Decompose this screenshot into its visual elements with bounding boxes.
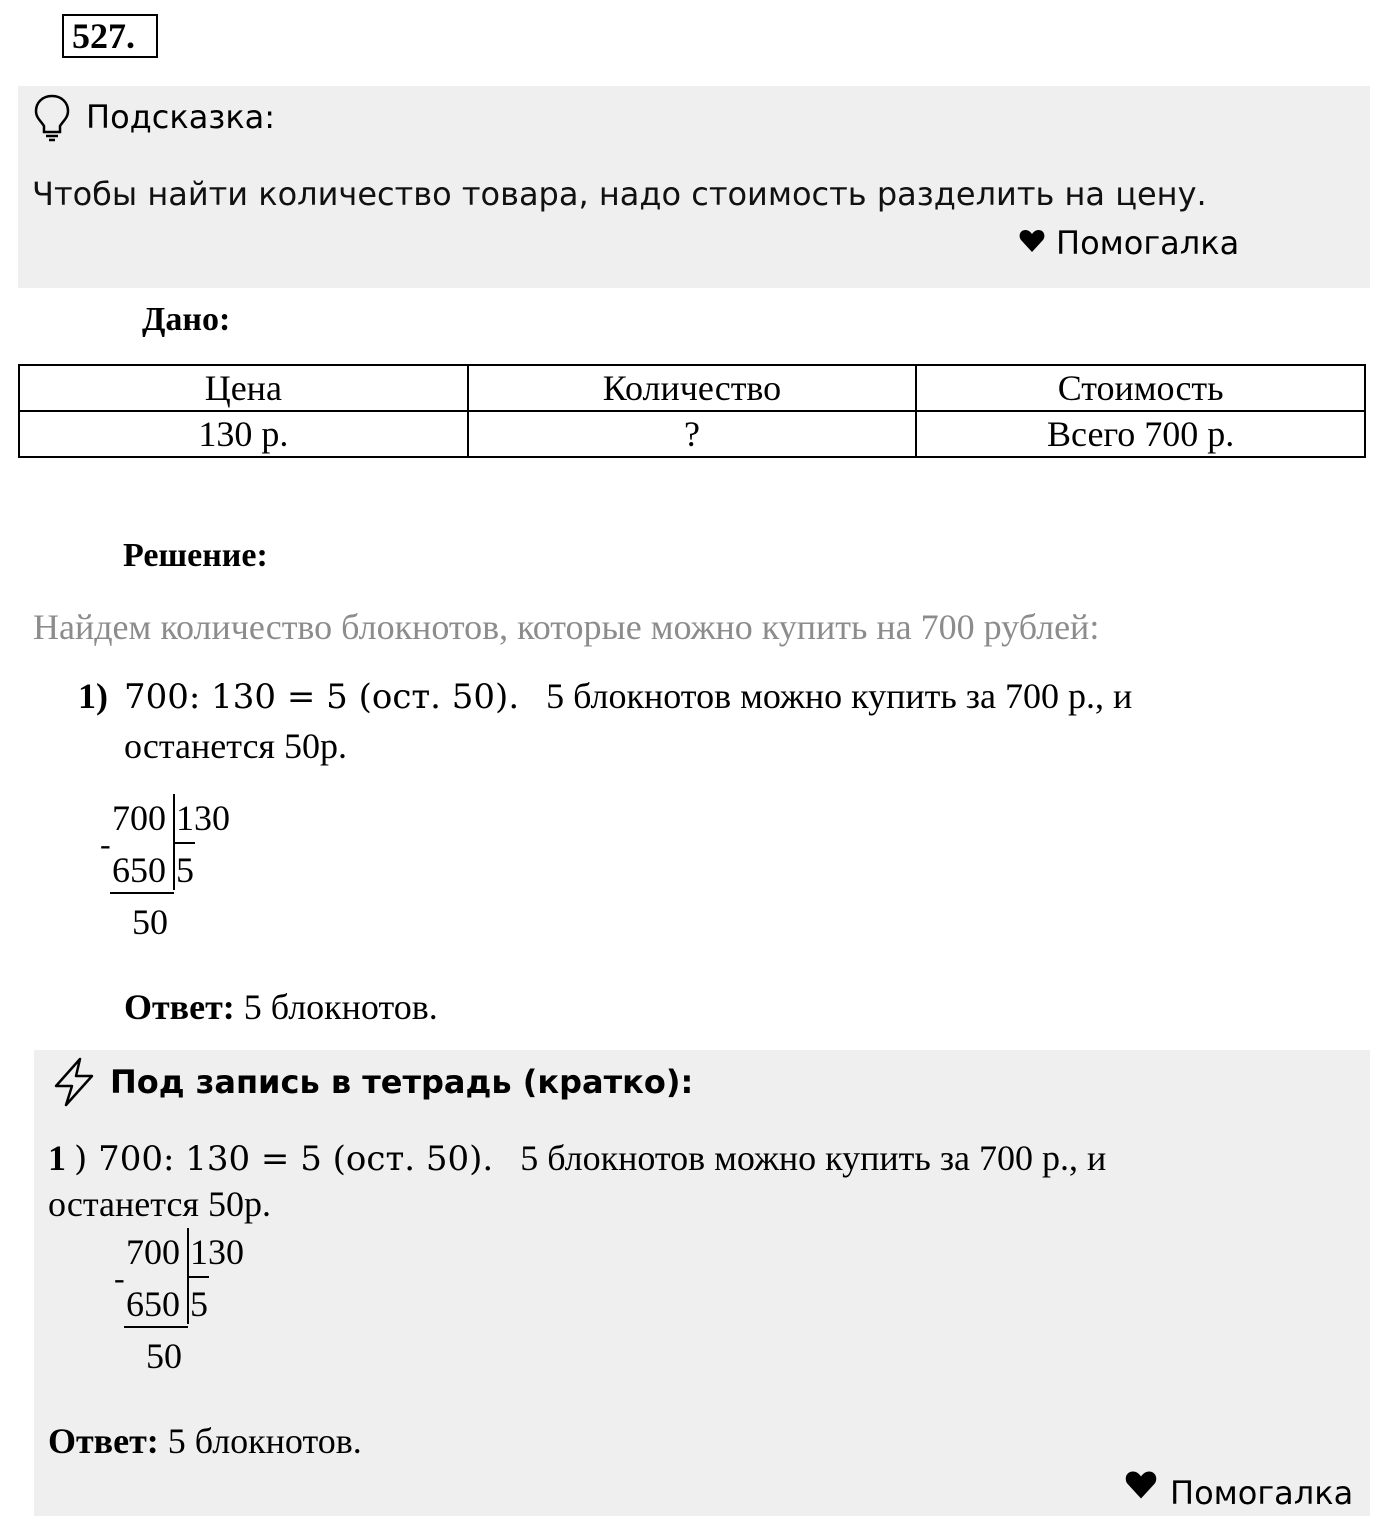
- division-subtract-line: [124, 1326, 188, 1328]
- header-price: Цена: [19, 365, 468, 411]
- lightning-icon: [50, 1056, 98, 1108]
- division-quotient-line: [173, 842, 195, 844]
- cell-quantity: ?: [468, 411, 917, 457]
- divisor: 130: [190, 1232, 244, 1272]
- explanation: 5 блокнотов можно купить за 700 р., и: [520, 1138, 1107, 1178]
- equation: ) 700: 130 = 5 (ост. 50).: [74, 1139, 494, 1179]
- solution-heading: Решение:: [123, 537, 268, 574]
- quotient: 5: [190, 1284, 208, 1324]
- product: 650: [126, 1284, 180, 1324]
- answer-text: 5 блокнотов.: [167, 1421, 362, 1461]
- dividend: 700: [112, 798, 166, 838]
- product: 650: [112, 850, 166, 890]
- division-subtract-line: [110, 892, 174, 894]
- dividend: 700: [126, 1232, 180, 1272]
- answer: [48, 1418, 362, 1464]
- answer-text: 5 блокнотов.: [243, 987, 438, 1027]
- step-number: 1): [78, 676, 108, 716]
- long-division: [110, 1230, 270, 1380]
- divisor: 130: [176, 798, 230, 838]
- answer-label: Ответ:: [48, 1421, 159, 1461]
- cell-price: 130 р.: [19, 411, 468, 457]
- remainder: 50: [132, 902, 168, 942]
- hint-text: Чтобы найти количество товара, надо стоимость разделить на цену.: [32, 175, 1207, 213]
- lightbulb-icon: [32, 92, 72, 142]
- brand-label: Помогалка: [1170, 1474, 1354, 1512]
- step-number: 1: [48, 1138, 66, 1178]
- minus-sign: -: [114, 1260, 125, 1296]
- step-line: [124, 672, 1132, 721]
- step-line: [74, 1134, 1106, 1183]
- header-quantity: Количество: [468, 365, 917, 411]
- remainder: 50: [146, 1336, 182, 1376]
- equation: 700: 130 = 5 (ост. 50).: [124, 677, 520, 717]
- long-division: [96, 796, 256, 946]
- table-header-row: [19, 365, 1365, 411]
- heart-icon: [1019, 229, 1045, 253]
- given-table: [18, 364, 1366, 458]
- hint-title: Подсказка:: [86, 98, 276, 136]
- quotient: 5: [176, 850, 194, 890]
- task-number: 527.: [62, 14, 158, 58]
- given-heading: Дано:: [142, 301, 231, 338]
- answer: [124, 984, 438, 1030]
- header-cost: Стоимость: [916, 365, 1365, 411]
- explanation: 5 блокнотов можно купить за 700 р., и: [546, 676, 1133, 716]
- heart-icon: [1125, 1470, 1157, 1500]
- step-continuation: останется 50р.: [48, 1184, 271, 1224]
- intro-text: Найдем количество блокнотов, которые можно купить на 700 рублей:: [33, 607, 1100, 647]
- answer-label: Ответ:: [124, 987, 235, 1027]
- step-continuation: останется 50р.: [124, 726, 347, 766]
- table-row: [19, 411, 1365, 457]
- brand-label: Помогалка: [1056, 224, 1240, 262]
- cell-cost: Всего 700 р.: [916, 411, 1365, 457]
- division-quotient-line: [187, 1276, 209, 1278]
- minus-sign: -: [100, 826, 111, 862]
- short-title: Под запись в тетрадь (кратко):: [110, 1063, 694, 1101]
